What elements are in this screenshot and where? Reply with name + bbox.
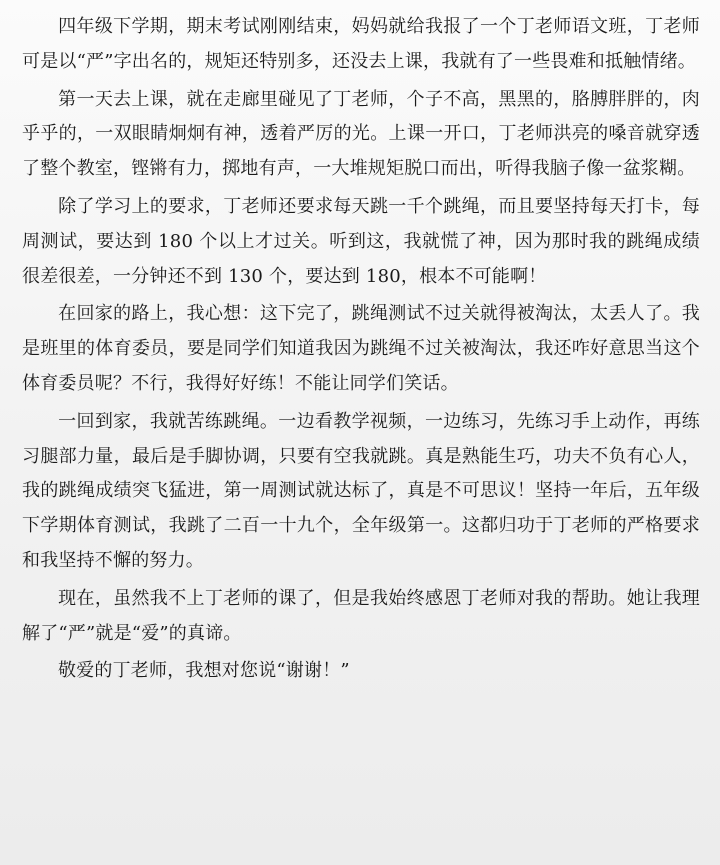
paragraph-text: 现在，虽然我不上丁老师的课了，但是我始终感恩丁老师对我的帮助。她让我理解了“严”就是“爱”的真谛。 (22, 587, 700, 644)
paragraph-text: 敬爱的丁老师，我想对您说“谢谢！” (58, 660, 350, 682)
paragraph-5 (22, 405, 700, 579)
paragraph-2 (22, 83, 700, 187)
paragraph-4 (22, 297, 700, 401)
paragraph-text: 第一天去上课，就在走廊里碰见了丁老师，个子不高，黑黑的，胳膊胖胖的，肉乎乎的，一双眼睛炯炯有神，透着严厉的光。上课一开口，丁老师洪亮的嗓音就穿透了整个教室，铿锵有力，掷地有声，一大堆规矩脱口而出，听得我脑子像一盆浆糊。 (22, 88, 700, 180)
paragraph-1 (22, 10, 700, 80)
paragraph-7 (22, 654, 700, 689)
paragraph-text: 除了学习上的要求，丁老师还要求每天跳一千个跳绳，而且要坚持每天打卡，每周测试，要达到 180 个以上才过关。听到这，我就慌了神，因为那时我的跳绳成绩很差很差，一分钟还不到 130 个，要达到 180，根本不可能啊！ (22, 195, 700, 287)
paragraph-3 (22, 190, 700, 294)
paragraph-text: 四年级下学期，期末考试刚刚结束，妈妈就给我报了一个丁老师语文班，丁老师可是以“严”字出名的，规矩还特别多，还没去上课，我就有了一些畏难和抵触情绪。 (22, 16, 700, 72)
paragraph-text: 一回到家，我就苦练跳绳。一边看教学视频，一边练习，先练习手上动作，再练习腿部力量，最后是手脚协调，只要有空我就跳。真是熟能生巧，功夫不负有心人，我的跳绳成绩突飞猛进，第一周测试就达标了，真是不可思议！坚持一年后，五年级下学期体育测试，我跳了二百一十九个，全年级第一。这都归功于丁老师的严格要求和我坚持不懈的努力。 (22, 410, 700, 571)
paragraph-text: 在回家的路上，我心想：这下完了，跳绳测试不过关就得被淘汰，太丢人了。我是班里的体育委员，要是同学们知道我因为跳绳不过关被淘汰，我还咋好意思当这个体育委员呢？不行，我得好好练！不能让同学们笑话。 (22, 303, 700, 394)
paragraph-6 (22, 582, 700, 652)
